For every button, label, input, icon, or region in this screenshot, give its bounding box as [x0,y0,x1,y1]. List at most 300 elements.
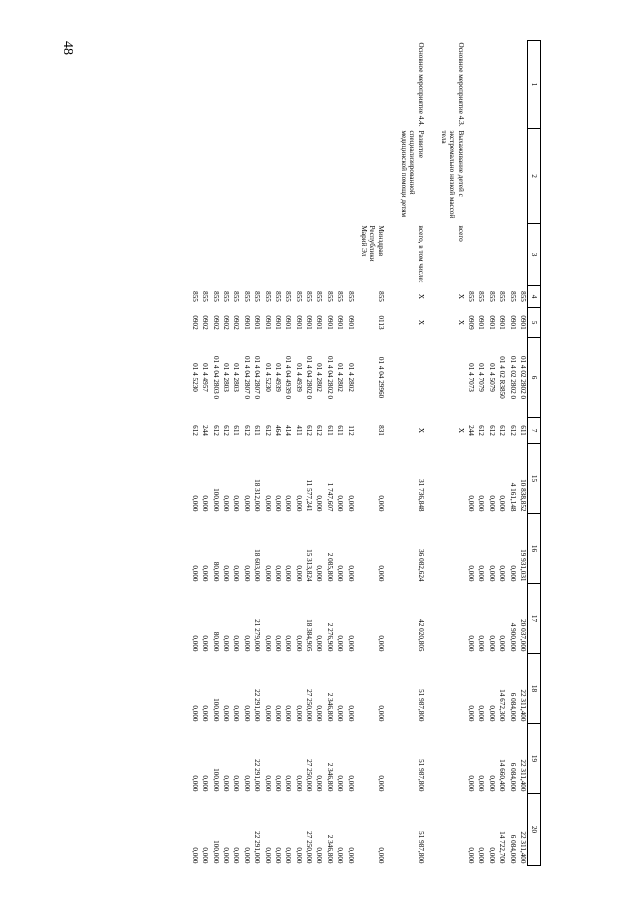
value-cell: 0,000 [221,705,230,722]
expense-type-cell: 612 [211,425,220,436]
target-article-cell: 01 4 2802 [315,363,324,392]
code-cell: 855 [336,291,345,302]
table-row [282,41,292,866]
row-label-cell [261,41,271,129]
value-cell: 0,000 [263,495,272,512]
description-cell [355,129,385,224]
section-cell: 0902 [190,315,199,330]
value-cell [425,514,465,584]
value-cell: 100,000 [211,488,220,512]
description-cell [506,129,516,224]
row-label-cell [506,41,516,129]
table-row [303,41,313,866]
value-cell: 0,000 [263,565,272,582]
row-label-cell [188,41,198,129]
section-cell: 0901 [242,315,251,330]
code-cell: 855 [263,291,272,302]
value-cell: 0,000 [487,705,496,722]
target-article-cell: 01 4 2803 [221,363,230,392]
code-cell: 855 [201,291,210,302]
executor-cell [313,224,323,286]
value-cell: 0,000 [315,847,324,864]
page-number: 48 [60,41,75,55]
value-cell: 0,000 [294,705,303,722]
table-row [188,41,198,866]
section-cell: Х [416,319,425,326]
value-cell: 14 722,700 [498,831,507,864]
code-cell: 855 [190,291,199,302]
description-cell [496,129,506,224]
value-cell: 0,000 [190,847,199,864]
value-cell: 100,000 [211,840,220,864]
row-label-cell [199,41,209,129]
value-cell [425,444,465,514]
value-cell: 0,000 [336,565,345,582]
description-cell [303,129,313,224]
expense-type-cell: 611 [519,425,527,436]
value-cell: 14 660,400 [498,759,507,792]
value-cell: 0,000 [242,565,251,582]
header-cell: 7 [528,418,541,444]
value-cell: 0,000 [201,635,210,652]
target-article-cell: 01 4 04 2802 0 [325,355,334,400]
value-cell: 0,000 [284,705,293,722]
value-cell: 0,000 [336,635,345,652]
code-cell: 855 [294,291,303,302]
target-article-cell: 01 4 7073 [467,363,476,392]
section-cell: 0901 [273,315,282,330]
section-cell: 0902 [221,315,230,330]
row-label-cell [344,41,354,129]
value-cell: 6 084,000 [508,834,517,864]
target-article-cell: 01 4 2803 [232,363,241,392]
executor-cell [465,224,475,286]
executor-cell [282,224,292,286]
header-cell: 18 [528,654,541,724]
value-cell: 0,000 [294,495,303,512]
expense-type-cell: 611 [253,425,262,436]
code-cell: 855 [346,291,355,302]
value-cell: 0,000 [498,635,507,652]
value-cell [425,584,465,654]
value-cell: 0,000 [263,705,272,722]
value-cell: 0,000 [477,847,486,864]
value-cell: 0,000 [242,705,251,722]
value-cell: 0,000 [294,565,303,582]
row-label-cell [355,41,385,129]
executor-cell [240,224,250,286]
table-row [475,41,485,866]
value-cell: 11 577,241 [305,479,314,512]
row-label-cell [465,41,475,129]
value-cell: 0,000 [263,775,272,792]
section-cell: 0901 [325,315,334,330]
section-cell: 0901 [498,315,507,330]
executor-cell: всего, в том числе: [416,225,425,283]
value-cell: 31 736,848 [416,479,425,512]
value-cell: 0,000 [315,635,324,652]
value-cell: 0,000 [346,775,355,792]
table-row [272,41,282,866]
value-cell: 10 838,852 [519,479,527,512]
value-cell: 22 311,400 [519,759,527,792]
section-cell: 0901 [487,315,496,330]
description-cell [517,129,528,224]
value-cell: 0,000 [284,775,293,792]
value-cell: 0,000 [232,495,241,512]
code-cell: Х [456,293,465,300]
header-cell: 20 [528,794,541,866]
description-cell [220,129,230,224]
description-cell [282,129,292,224]
value-cell: 0,000 [294,775,303,792]
description-cell [475,129,485,224]
section-cell: 0902 [201,315,210,330]
target-article-cell: 01 4 2802 [336,363,345,392]
code-cell: 855 [211,291,220,302]
value-cell: 0,000 [467,847,476,864]
code-cell: 855 [477,291,486,302]
value-cell: 0,000 [242,847,251,864]
value-cell: 0,000 [336,775,345,792]
value-cell: 0,000 [232,635,241,652]
value-cell: 22 291,000 [253,689,262,722]
value-cell: 51 987,800 [416,689,425,722]
value-cell: 0,000 [273,847,282,864]
value-cell: 0,000 [190,705,199,722]
value-cell: 1 747,607 [325,482,334,512]
value-cell: 0,000 [221,847,230,864]
value-cell: 0,000 [263,635,272,652]
target-article-cell: 01 4 04 2802 0 [305,355,314,400]
target-article-cell: 01 4 5079 [487,363,496,392]
value-cell: 22 311,400 [519,831,527,864]
header-cell: 17 [528,584,541,654]
table-row [485,41,495,866]
value-cell: 18 312,000 [253,479,262,512]
value-cell: 0,000 [467,705,476,722]
executor-cell [272,224,282,286]
row-label-cell [485,41,495,129]
target-article-cell: 01 4 5230 [190,363,199,392]
table-row [465,41,475,866]
value-cell: 0,000 [190,775,199,792]
value-cell: 42 020,805 [416,619,425,652]
value-cell: 0,000 [498,565,507,582]
value-cell: 6 084,000 [508,762,517,792]
section-cell: 0113 [376,315,385,330]
section-cell: Х [456,319,465,326]
executor-cell [496,224,506,286]
value-cell: 22 291,000 [253,831,262,864]
table-row [496,41,506,866]
executor-cell [344,224,354,286]
code-cell: 855 [508,291,517,302]
value-cell: 0,000 [376,495,385,512]
value-cell: 14 672,300 [498,689,507,722]
target-article-cell: 01 4 04 2807 0 [242,355,251,400]
expense-type-cell: 611 [232,425,241,436]
value-cell: 0,000 [201,495,210,512]
value-cell: 0,000 [242,775,251,792]
value-cell: 0,000 [190,635,199,652]
value-cell: 0,000 [346,847,355,864]
section-cell: 0901 [346,315,355,330]
target-article-cell: 01 4 02 R3850 [498,356,507,399]
table-row [506,41,516,866]
value-cell: 0,000 [487,495,496,512]
target-article-cell [425,338,465,418]
value-cell: 22 291,000 [253,759,262,792]
value-cell: 0,000 [477,565,486,582]
expense-type-cell: Х [416,427,425,434]
header-cell: 19 [528,724,541,794]
value-cell: 0,000 [477,635,486,652]
value-cell: 0,000 [221,635,230,652]
row-label-cell [292,41,302,129]
value-cell: 0,000 [221,565,230,582]
description-cell [188,129,198,224]
value-cell: 6 084,000 [508,692,517,722]
executor-cell [303,224,313,286]
value-cell: 0,000 [336,705,345,722]
value-cell: 0,000 [346,705,355,722]
code-cell: 855 [487,291,496,302]
value-cell: 0,000 [273,635,282,652]
code-cell: 855 [221,291,230,302]
value-cell: 0,000 [263,847,272,864]
value-cell: 0,000 [294,847,303,864]
value-cell: 0,000 [376,705,385,722]
value-cell: 100,000 [211,698,220,722]
code-cell: 855 [325,291,334,302]
section-cell: 0901 [294,315,303,330]
table-row [323,41,333,866]
table-row [425,41,465,866]
code-cell: 855 [253,291,262,302]
value-cell: 51 987,800 [416,831,425,864]
section-cell: 0902 [232,315,241,330]
value-cell: 27 250,000 [305,831,314,864]
target-article-cell: 01 4 02 2802 0 [508,355,517,400]
executor-cell [334,224,344,286]
value-cell: 21 279,000 [253,619,262,652]
row-label-cell: Основное мероприятие 4.3. [456,42,465,127]
value-cell: 0,000 [273,565,282,582]
expense-type-cell: 612 [190,425,199,436]
header-cell: 16 [528,514,541,584]
expense-type-cell: 612 [498,425,507,436]
code-cell: 855 [315,291,324,302]
section-cell: 0901 [336,315,345,330]
expense-type-cell: 611 [325,425,334,436]
value-cell: 0,000 [190,565,199,582]
description-cell: Выхаживание детей с экстремально низкой массой тела [440,130,465,219]
expense-type-cell: 831 [376,425,385,436]
description-cell [251,129,261,224]
section-cell: 0901 [263,315,272,330]
row-label-cell [209,41,219,129]
value-cell: 0,000 [477,705,486,722]
code-cell: 855 [467,291,476,302]
description-cell [323,129,333,224]
value-cell: 19 931,031 [519,549,527,582]
table-row [292,41,302,866]
row-label-cell [323,41,333,129]
value-cell: 0,000 [273,705,282,722]
value-cell: 18 603,000 [253,549,262,582]
value-cell: 80,000 [211,631,220,652]
row-label-cell [313,41,323,129]
target-article-cell: 01 4 04 2807 0 [253,355,262,400]
value-cell: 20 037,000 [519,619,527,652]
expense-type-cell: 612 [508,425,517,436]
table-row [355,41,385,866]
value-cell: 0,000 [315,495,324,512]
value-cell: 36 082,624 [416,549,425,582]
value-cell: 0,000 [336,495,345,512]
section-cell: 0901 [477,315,486,330]
value-cell: 0,000 [232,705,241,722]
table-row [313,41,323,866]
table-row [230,41,240,866]
code-cell: Х [416,293,425,300]
description-cell [240,129,250,224]
value-cell: 2 346,800 [325,692,334,722]
executor-cell [323,224,333,286]
executor-cell [251,224,261,286]
value-cell: 0,000 [190,495,199,512]
value-cell: 0,000 [273,495,282,512]
target-article-cell: 01 4 04 4939 0 [284,355,293,400]
expense-type-cell: 464 [273,425,282,436]
value-cell: 0,000 [376,775,385,792]
row-label-cell [230,41,240,129]
value-cell: 0,000 [315,565,324,582]
value-cell: 2 276,900 [325,622,334,652]
expense-type-cell: 612 [305,425,314,436]
value-cell: 0,000 [284,847,293,864]
executor-cell [292,224,302,286]
value-cell: 2 085,800 [325,552,334,582]
section-cell: 0902 [211,315,220,330]
header-cell: 3 [528,224,541,286]
code-cell: 855 [376,291,385,302]
value-cell [425,724,465,794]
value-cell: 0,000 [467,495,476,512]
header-cell: 15 [528,444,541,514]
value-cell: 0,000 [376,565,385,582]
value-cell: 4 900,000 [508,622,517,652]
value-cell: 22 311,400 [519,689,527,722]
executor-cell [220,224,230,286]
value-cell: 0,000 [477,495,486,512]
value-cell: 0,000 [467,565,476,582]
table-row [517,41,528,866]
code-cell: 855 [519,291,527,302]
value-cell: 0,000 [487,635,496,652]
value-cell: 0,000 [508,565,517,582]
value-cell: 0,000 [201,705,210,722]
target-article-cell: 01 4 4957 [201,363,210,392]
header-row [528,41,541,866]
value-cell: 0,000 [336,847,345,864]
table-row [199,41,209,866]
value-cell: 0,000 [498,495,507,512]
row-label-cell [517,41,528,129]
value-cell: 0,000 [346,495,355,512]
executor-cell [188,224,198,286]
value-cell: 18 384,905 [305,619,314,652]
target-article-cell: 01 4 7079 [477,363,486,392]
expense-type-cell: 611 [336,425,345,436]
executor-cell [517,224,528,286]
row-label-cell [220,41,230,129]
executor-cell [506,224,516,286]
value-cell: 0,000 [376,847,385,864]
description-cell [334,129,344,224]
value-cell: 27 250,000 [305,689,314,722]
expense-type-cell: Х [456,427,465,434]
target-article-cell: 01 4 04 2803 0 [211,355,220,400]
row-label-cell [251,41,261,129]
value-cell: 0,000 [315,705,324,722]
value-cell: 0,000 [221,775,230,792]
expense-type-cell: 612 [487,425,496,436]
expense-type-cell: 612 [477,425,486,436]
header-cell: 4 [528,286,541,308]
table-row [334,41,344,866]
code-cell: 855 [305,291,314,302]
value-cell: 2 346,800 [325,762,334,792]
expense-type-cell: 411 [294,425,303,436]
expense-type-cell: 414 [284,425,293,436]
target-article-cell: 01 4 4939 [273,363,282,392]
executor-cell [475,224,485,286]
executor-cell: Минздрав Республики Марий Эл [360,225,385,262]
value-cell: 0,000 [294,635,303,652]
expense-type-cell: 612 [315,425,324,436]
expense-type-cell: 612 [242,425,251,436]
description-cell [292,129,302,224]
executor-cell [485,224,495,286]
row-label-cell [240,41,250,129]
description-cell [230,129,240,224]
row-label-cell [282,41,292,129]
value-cell: 0,000 [201,847,210,864]
value-cell: 0,000 [487,847,496,864]
table-row [344,41,354,866]
table-row [220,41,230,866]
row-label-cell [303,41,313,129]
value-cell: 0,000 [315,775,324,792]
expense-type-cell: 112 [346,425,355,436]
section-cell: 0909 [467,315,476,330]
row-label-cell [475,41,485,129]
code-cell: 855 [273,291,282,302]
target-article-cell: 01 4 04 29960 [376,356,385,399]
section-cell: 0901 [519,315,527,330]
executor-cell [261,224,271,286]
section-cell: 0901 [305,315,314,330]
expense-type-cell: 612 [221,425,230,436]
value-cell: 0,000 [467,775,476,792]
table-row [251,41,261,866]
value-cell: 0,000 [232,847,241,864]
value-cell: 0,000 [487,775,496,792]
expense-type-cell: 612 [263,425,272,436]
executor-cell [199,224,209,286]
